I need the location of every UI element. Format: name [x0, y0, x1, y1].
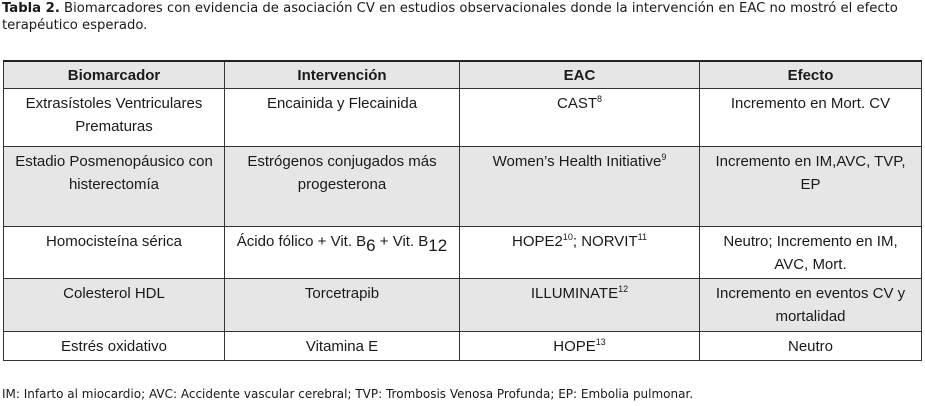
eac-ref: 8: [597, 94, 603, 104]
caption-label: Tabla 2.: [2, 1, 60, 16]
cell-biomarcador: Homocisteína sérica: [4, 227, 225, 279]
cell-eac: [460, 89, 700, 147]
cell-eac: [460, 147, 700, 227]
cell-eac: [460, 332, 700, 361]
cell-biomarcador: Extrasístoles Ventriculares Prematuras: [4, 89, 225, 147]
eac-name: ILLUMINATE: [530, 285, 619, 302]
cell-efecto: Incremento en Mort. CV: [700, 89, 922, 147]
cell-eac: [460, 227, 700, 279]
caption-text: Biomarcadores con evidencia de asociación CV en estudios observacionales donde la intervención en EAC no mostró el efecto terapéutico esperado.: [2, 1, 898, 33]
cell-intervencion: Vitamina E: [225, 332, 460, 361]
table-row: [4, 227, 922, 279]
eac-ref: 10: [562, 232, 573, 242]
eac-ref: 9: [661, 152, 667, 162]
cell-efecto: Neutro: [700, 332, 922, 361]
header-eac: EAC: [460, 61, 700, 89]
table-row: [4, 332, 922, 361]
cell-biomarcador: Colesterol HDL: [4, 279, 225, 332]
cell-biomarcador: Estrés oxidativo: [4, 332, 225, 361]
eac-ref: 12: [618, 284, 629, 294]
table-row: [4, 279, 922, 332]
intervencion-part-a: Ácido fólico + Vit. B: [236, 233, 367, 250]
header-biomarcador: Biomarcador: [4, 61, 225, 89]
cell-intervencion: Encainida y Flecainida: [225, 89, 460, 147]
cell-intervencion: [225, 227, 460, 279]
header-intervencion: Intervención: [225, 61, 460, 89]
cell-eac: [460, 279, 700, 332]
eac-ref-2: 11: [637, 232, 647, 242]
eac-name-2: ; NORVIT: [572, 233, 638, 250]
cell-efecto: Neutro; Incremento en IM, AVC, Mort.: [700, 227, 922, 279]
header-efecto: Efecto: [700, 61, 922, 89]
table-row: [4, 89, 922, 147]
cell-intervencion: Estrógenos conjugados más progesterona: [225, 147, 460, 227]
table-footnote: IM: Infarto al miocardio; AVC: Accidente vascular cerebral; TVP: Trombosis Venosa Profunda; EP: Embolia pulmonar.: [2, 387, 694, 401]
eac-name: HOPE: [553, 338, 596, 355]
cell-intervencion: Torcetrapib: [225, 279, 460, 332]
biomarker-table: [3, 60, 922, 361]
intervencion-sub-2: 12: [428, 236, 448, 255]
table-caption: [2, 1, 920, 34]
eac-name: Women’s Health Initiative: [492, 153, 662, 170]
eac-name: HOPE2: [512, 233, 563, 250]
eac-ref: 13: [595, 337, 606, 347]
cell-efecto: Incremento en eventos CV y mortalidad: [700, 279, 922, 332]
cell-efecto: Incremento en IM,AVC, TVP, EP: [700, 147, 922, 227]
eac-name: CAST: [556, 95, 597, 112]
intervencion-sub-1: 6: [366, 236, 376, 255]
intervencion-part-b: + Vit. B: [375, 233, 429, 250]
cell-biomarcador: Estadio Posmenopáusico con histerectomía: [4, 147, 225, 227]
table-row: [4, 147, 922, 227]
table-header-row: [4, 61, 922, 89]
